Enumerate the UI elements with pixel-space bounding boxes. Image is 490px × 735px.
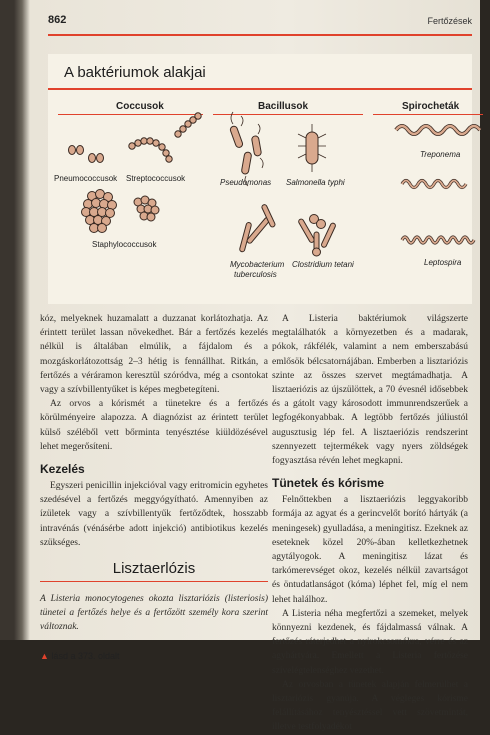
clostridium-shape — [298, 215, 336, 257]
label-staphylococcus: Staphylococcusok — [92, 240, 157, 249]
label-streptococcus: Streptococcusok — [126, 174, 186, 183]
streptococcus-shape — [129, 113, 201, 162]
column-heading-coccus: Coccusok — [116, 101, 164, 112]
column-heading-spirochete: Spirocheták — [402, 101, 460, 112]
label-salmonella: Salmonella typhi — [286, 178, 345, 187]
paragraph: Egyszeri penicillin injekcióval vagy eritromicin egyhetes szedésével a fertőzés meggyógyítható. Amennyiben az ízületek vagy a szívbillentyűk fertőződtek, hosszabb intravénás (vénásérbe adott injekció) antibiotikus kezelés szükséges. — [40, 481, 268, 548]
listeriosis-intro: A Listeria monocytogenes okozta lisztariózis (listeriosis) tünetei a fertőzés helye és a fertőzött személy kora szerint változnak. — [40, 594, 268, 633]
paragraph: kóz, melyeknek huzamalatt a duzzanat korlátozhatja. Az érintett terület lassan növekedhet. Bár a fertőzés kezelés nélkül is általában elmúlik, a fájdalom és a mozgáskorlátozottság 2–3 hétig is fennállhat. Ritkán, a fertőzés a véráramon keresztül szóródva, még a csontokat vagy a szívbillentyűket is képes megbetegíteni. — [40, 314, 268, 396]
label-mycobacterium: Mycobacterium — [230, 260, 285, 269]
pseudomonas-shape — [229, 125, 261, 174]
mycobacterium-shape — [239, 204, 276, 252]
section-title: Fertőzések — [427, 16, 472, 26]
paragraph: Felnőttekben a lisztaeriózis leggyakoribb formája az agyat és a gerincvelőt borító hártyák (a meningesek) gyulladása, a meningitisz. Ezeknek az eseteknek közel 20%-ában kelletkezhetnek agytályogok. A meningitisz lázat és tarkómerevséget okoz, kezelés nélkül zavartságot és öntudatlanságot (kóma) léphet fel, míg el nem lehet halálhoz. — [272, 495, 468, 605]
left-text-column — [40, 312, 268, 661]
triangle-icon: ▲ — [40, 650, 49, 661]
right-text-column — [272, 312, 468, 735]
paragraph: A Listeria néha megfertőzi a szemeket, melyek könnyezni kezdenek, és fájdalmassá válnak. A fertőzés ráterjedhet a nyirokcsomókra, vérre és az agyhártyára. Emellett a Listeria fertőzése szívelégtelenséghez vezethet. — [272, 608, 468, 676]
heading-kezeles: Kezelés — [40, 462, 85, 477]
page-number: 862 — [48, 14, 67, 26]
book-page — [30, 0, 480, 733]
cross-reference-text: lásd a 373. oldalt — [51, 650, 120, 661]
salmonella-shape — [306, 132, 318, 164]
label-pneumococcus: Pneumococcusok — [54, 174, 118, 183]
paragraph: Az orvos a kórismét a tünetekre és a fertőzés körülményeire alapozza. A diagnózist az érintett terület külső széléből vett bőrminta tenyésztése kiüldözésével lehet megerősíteni. — [40, 399, 268, 452]
paragraph: Az orvosban a tünetek alapján felmerülhet a lisztariózis gyanúja. A végleges kórisme felállításához tenyésztéssel vett szövetmintát, illetve testfolyadékot — [272, 679, 468, 733]
figure-title: A baktériumok alakjai — [64, 64, 206, 81]
cross-reference — [40, 651, 268, 661]
label-pseudomonas: Pseudomonas — [220, 178, 272, 187]
heading-symptoms: Tünetek és kórisme — [272, 476, 385, 491]
label-leptospira: Leptospira — [424, 258, 462, 267]
heading-listeriosis: Lisztaerlózis — [40, 560, 268, 582]
bacteria-figure — [48, 54, 472, 304]
label-mycobacterium-species: tuberculosis — [234, 270, 277, 279]
column-heading-bacillus: Bacillusok — [258, 101, 309, 112]
label-treponema: Treponema — [420, 150, 461, 159]
running-header — [48, 12, 472, 36]
staphylococcus-shape — [82, 190, 160, 233]
label-clostridium: Clostridium tetani — [292, 260, 354, 269]
paragraph: A Listeria baktériumok világszerte megtalálhatók a környezetben és a madarak, pókok, rákfélék, valamint a nem emberszabású emlősök bélcsatornájában. Emberben a lisztariózis szinte az összes szervet megtámadhatja. A lisztaeriózis az újszülöttek, a 70 évesnél idősebbek és a gátolt vagy károsodott immunrendszerűek a legfogékonyabbak. A legtöbb fertőzés júliustól augusztusig lép fel. A lisztaeriózis rendszerint szennyezett tejtermékek vagy nyers zöldségek fogyasztása révén lehet megkapni. — [272, 314, 468, 467]
pneumococcus-shape — [69, 146, 104, 163]
